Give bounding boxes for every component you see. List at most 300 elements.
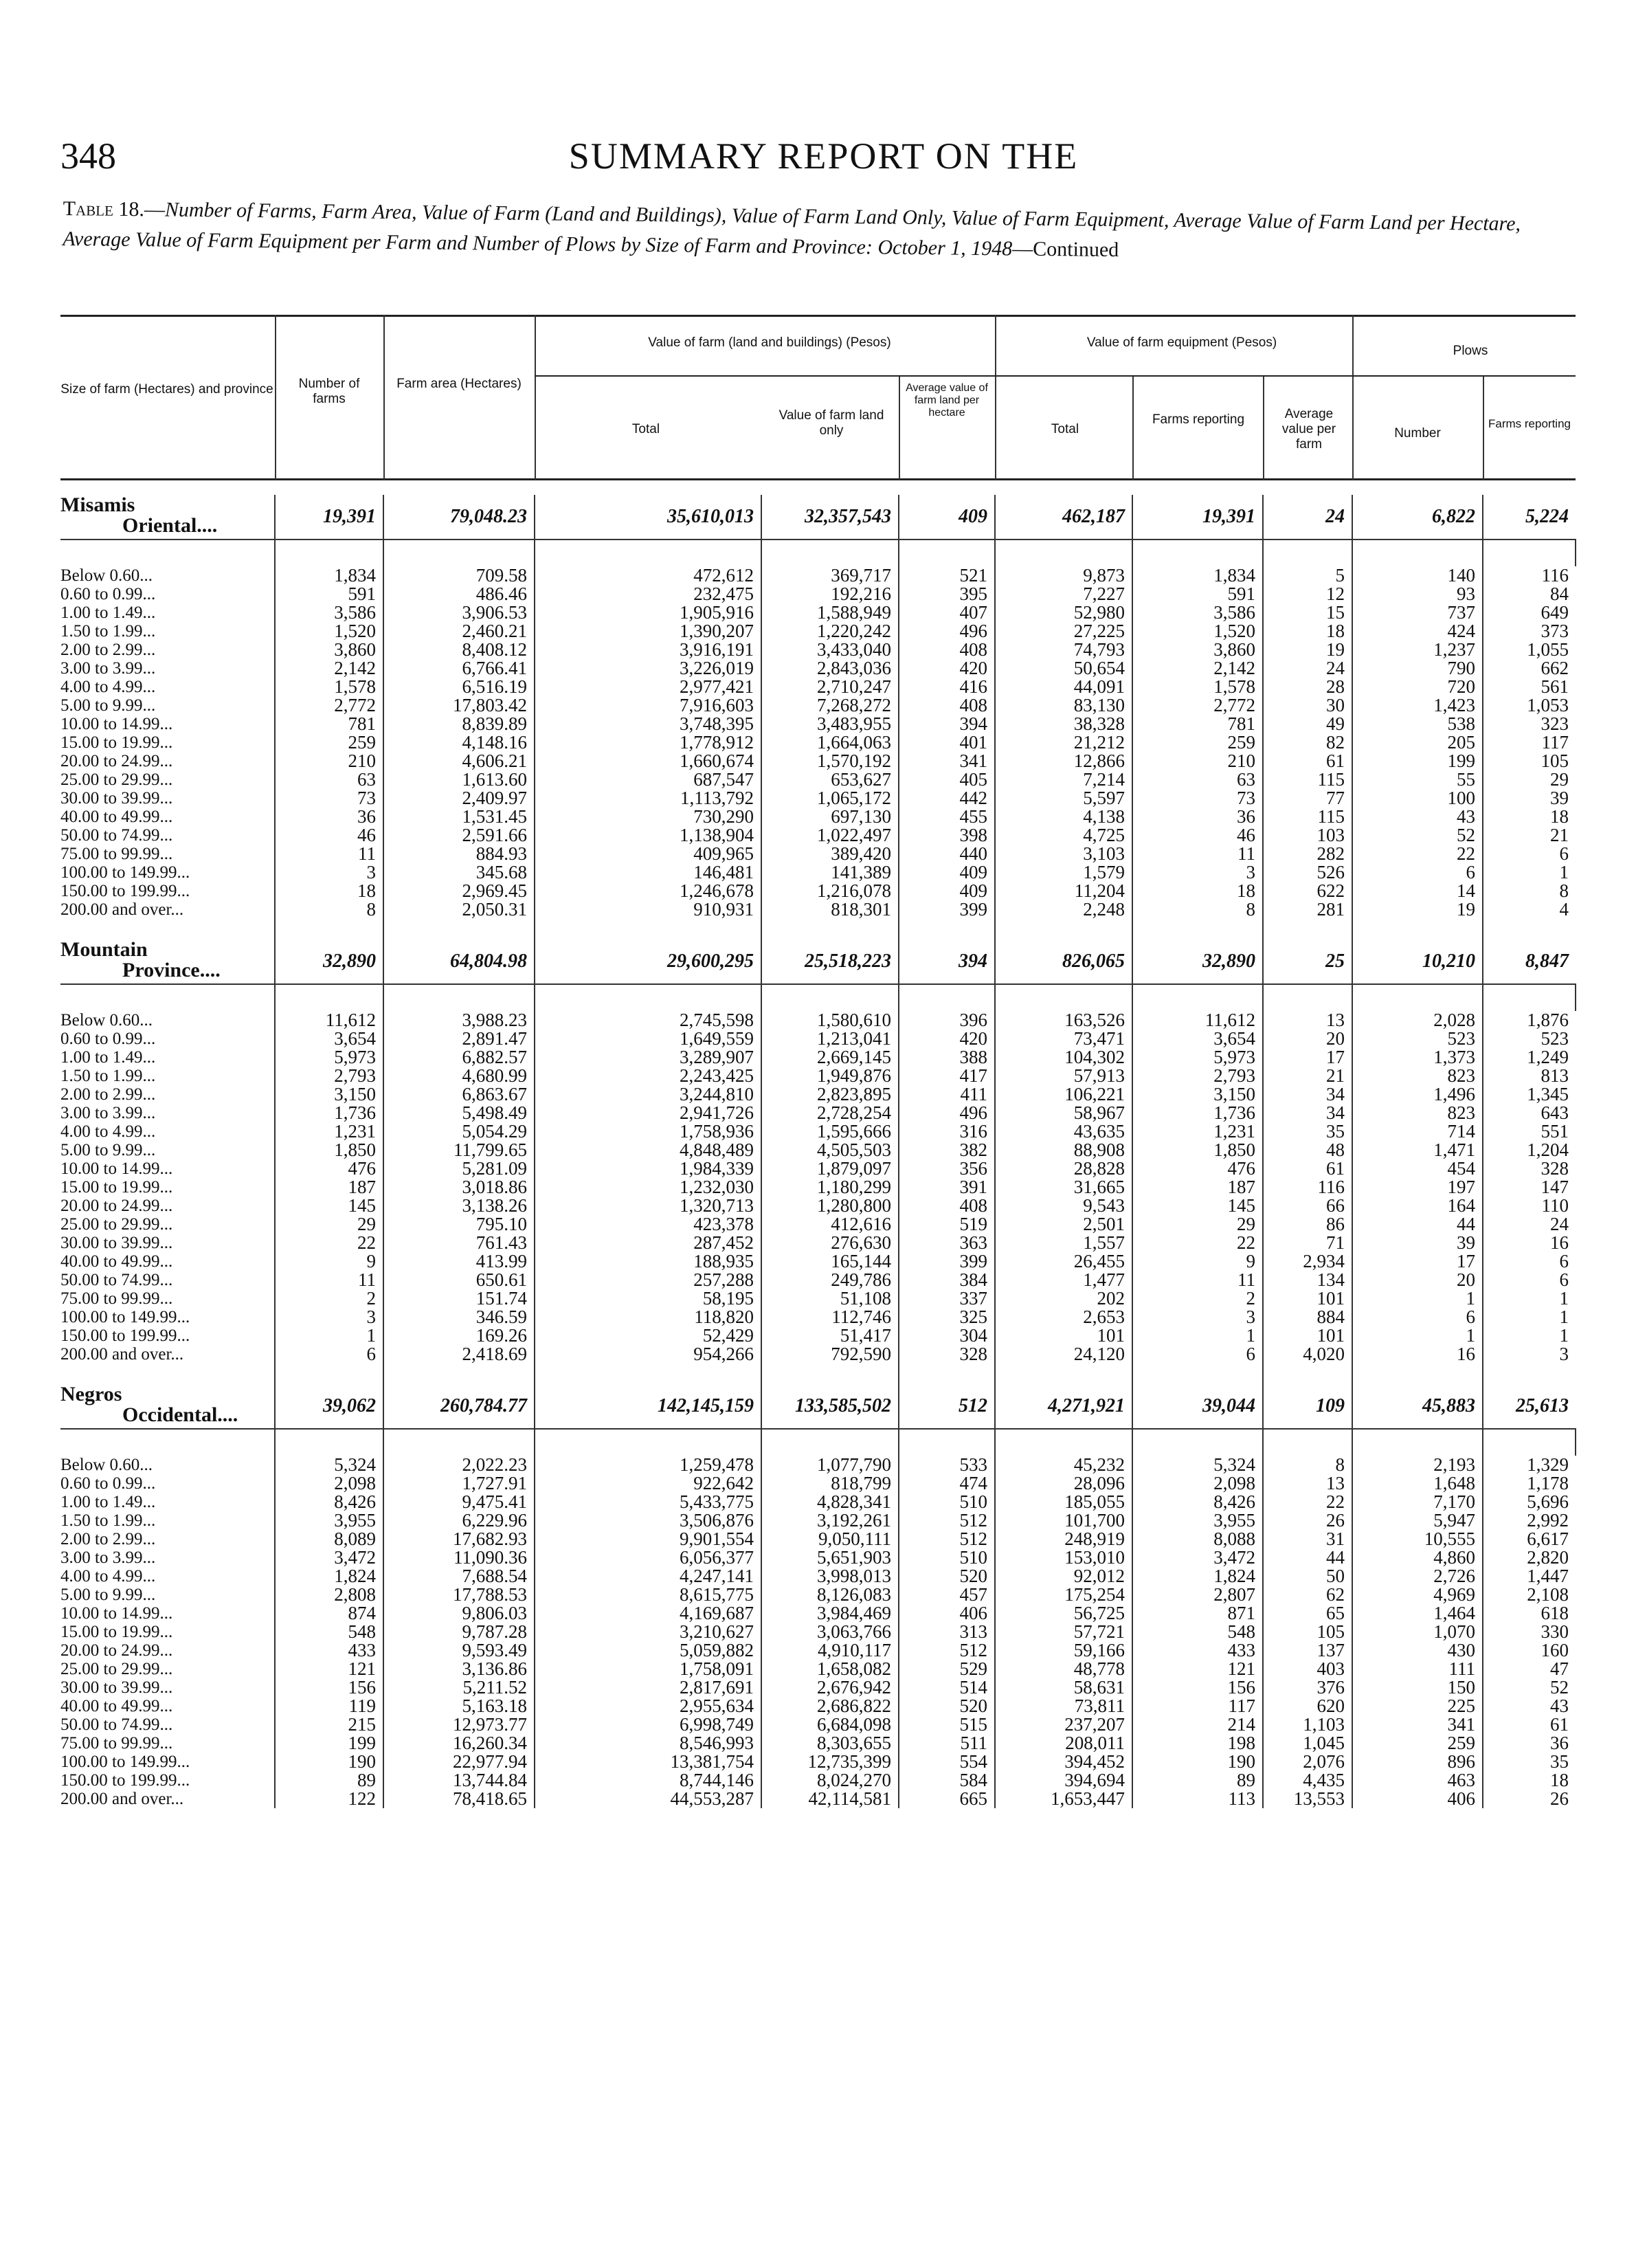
total-equip-avg: 24: [1263, 495, 1352, 540]
avg-land-value: 521: [899, 566, 995, 585]
plows-number: 100: [1352, 789, 1483, 808]
number-of-farms: 156: [275, 1678, 383, 1697]
value-land: 141,389: [761, 863, 899, 882]
spacer-cell: [535, 1429, 761, 1456]
equip-total: 202: [995, 1289, 1132, 1308]
spacer-cell: [1483, 1364, 1576, 1384]
total-value-land: 133,585,502: [761, 1384, 899, 1429]
plows-number: 2,028: [1352, 1011, 1483, 1030]
plows-number: 19: [1352, 900, 1483, 919]
farm-area: 486.46: [383, 585, 535, 603]
value-total: 1,320,713: [535, 1197, 761, 1215]
farm-area: 6,863.67: [383, 1085, 535, 1104]
plows-number: 93: [1352, 585, 1483, 603]
avg-land-value: 337: [899, 1289, 995, 1308]
table-row: [60, 1623, 1576, 1641]
table-row: [60, 1697, 1576, 1715]
spacer-cell: [899, 984, 995, 1011]
equip-avg: 12: [1263, 585, 1352, 603]
value-total: 423,378: [535, 1215, 761, 1234]
equip-avg: 13,553: [1263, 1790, 1352, 1808]
equip-farms: 156: [1132, 1678, 1263, 1697]
plows-farms: 1,345: [1527, 1084, 1569, 1104]
spacer-cell: [535, 919, 761, 940]
avg-land-value: 420: [899, 1030, 995, 1048]
equip-avg: 34: [1263, 1085, 1352, 1104]
total-avg-land-value: 394: [899, 940, 995, 984]
plows-number: 150: [1352, 1678, 1483, 1697]
value-total: 1,758,091: [535, 1660, 761, 1678]
table-row: [60, 1159, 1576, 1178]
spacer-cell: [995, 984, 1132, 1011]
size-class: 150.00 to 199.99...: [60, 1771, 275, 1790]
size-class: 2.00 to 2.99...: [60, 1530, 275, 1548]
table-row: [60, 566, 1576, 585]
size-class: 1.50 to 1.99...: [60, 1067, 275, 1085]
value-total: 52,429: [535, 1326, 761, 1345]
value-land: 3,998,013: [761, 1567, 899, 1586]
table-row: [60, 1790, 1576, 1808]
equip-avg: 86: [1263, 1215, 1352, 1234]
equip-total: 28,096: [995, 1474, 1132, 1493]
number-of-farms: 2: [275, 1289, 383, 1308]
plows-number: 10,555: [1352, 1530, 1483, 1548]
value-total: 2,955,634: [535, 1697, 761, 1715]
equip-avg: 30: [1263, 696, 1352, 715]
equip-farms: 145: [1132, 1197, 1263, 1215]
equip-farms: 36: [1132, 808, 1263, 826]
number-of-farms: 5,324: [275, 1456, 383, 1474]
number-of-farms: 476: [275, 1159, 383, 1178]
avg-land-value: 510: [899, 1493, 995, 1511]
header-bottom-rule: [60, 478, 1576, 480]
plows-number: 44: [1352, 1215, 1483, 1234]
value-land: 1,879,097: [761, 1159, 899, 1178]
value-land: 5,651,903: [761, 1548, 899, 1567]
table-row: [60, 641, 1576, 659]
value-total: 257,288: [535, 1271, 761, 1289]
number-of-farms: 1,736: [275, 1104, 383, 1122]
equip-farms: 1: [1132, 1326, 1263, 1345]
value-land: 818,799: [761, 1474, 899, 1493]
avg-land-value: 408: [899, 1197, 995, 1215]
avg-land-value: 382: [899, 1141, 995, 1159]
plows-number: 52: [1352, 826, 1483, 845]
table-row: [60, 1308, 1576, 1326]
equip-farms: 11: [1132, 845, 1263, 863]
avg-land-value: 408: [899, 641, 995, 659]
number-of-farms: 2,098: [275, 1474, 383, 1493]
table-row: [60, 1771, 1576, 1790]
plows-number: 4,969: [1352, 1586, 1483, 1604]
farm-area: 4,148.16: [383, 733, 535, 752]
table-row: [60, 622, 1576, 641]
value-land: 1,664,063: [761, 733, 899, 752]
plows-farms: 16: [1550, 1232, 1569, 1253]
equip-farms: 11,612: [1132, 1011, 1263, 1030]
avg-land-value: 391: [899, 1178, 995, 1197]
table-row: [60, 752, 1576, 770]
header-plows-group: Plows: [1453, 344, 1488, 358]
value-land: 1,658,082: [761, 1660, 899, 1678]
equip-avg: 105: [1263, 1623, 1352, 1641]
plows-farms: 2,820: [1527, 1547, 1569, 1568]
value-total: 118,820: [535, 1308, 761, 1326]
size-class: Below 0.60...: [60, 1011, 275, 1030]
plows-number: 140: [1352, 566, 1483, 585]
value-land: 389,420: [761, 845, 899, 863]
value-total: 6,056,377: [535, 1548, 761, 1567]
equip-total: 106,221: [995, 1085, 1132, 1104]
equip-avg: 71: [1263, 1234, 1352, 1252]
number-of-farms: 1,824: [275, 1567, 383, 1586]
equip-total: 48,778: [995, 1660, 1132, 1678]
avg-land-value: 442: [899, 789, 995, 808]
value-total: 3,289,907: [535, 1048, 761, 1067]
value-land: 51,417: [761, 1326, 899, 1345]
size-class: 150.00 to 199.99...: [60, 882, 275, 900]
equip-total: 58,631: [995, 1678, 1132, 1697]
plows-farms: 18: [1550, 806, 1569, 827]
size-class: 50.00 to 74.99...: [60, 826, 275, 845]
number-of-farms: 145: [275, 1197, 383, 1215]
equip-farms: 117: [1132, 1697, 1263, 1715]
equip-total: 4,725: [995, 826, 1132, 845]
total-equip-farms: 19,391: [1132, 495, 1263, 540]
avg-land-value: 417: [899, 1067, 995, 1085]
size-class: 40.00 to 49.99...: [60, 1252, 275, 1271]
equip-total: 4,138: [995, 808, 1132, 826]
spacer-cell: [995, 919, 1132, 940]
number-of-farms: 1,520: [275, 622, 383, 641]
plows-farms: 116: [1541, 565, 1569, 586]
equip-farms: 5,973: [1132, 1048, 1263, 1067]
spacer-cell: [1132, 540, 1263, 566]
table-row: [60, 733, 1576, 752]
equip-total: 1,477: [995, 1271, 1132, 1289]
header-divider: [1263, 377, 1264, 480]
province-name-line2: Occidental....: [122, 1403, 238, 1426]
table-row: [60, 845, 1576, 863]
spacer-cell: [535, 1364, 761, 1384]
equip-avg: 526: [1263, 863, 1352, 882]
value-total: 730,290: [535, 808, 761, 826]
size-class: 25.00 to 29.99...: [60, 1660, 275, 1678]
farm-area: 169.26: [383, 1326, 535, 1345]
equip-avg: 28: [1263, 678, 1352, 696]
table-row: [60, 1548, 1576, 1567]
header-area: Farm area (Hectares): [396, 377, 522, 391]
plows-farms: 662: [1540, 658, 1569, 678]
value-land: 8,126,083: [761, 1586, 899, 1604]
spacer-row: [60, 919, 1576, 940]
value-total: 1,113,792: [535, 789, 761, 808]
spacer-cell: [383, 919, 535, 940]
spacer-cell: [1483, 540, 1576, 566]
equip-farms: 46: [1132, 826, 1263, 845]
total-farm-area: 260,784.77: [383, 1384, 535, 1429]
avg-land-value: 409: [899, 863, 995, 882]
avg-land-value: 396: [899, 1011, 995, 1030]
plows-farms: 110: [1541, 1195, 1569, 1216]
value-land: 6,684,098: [761, 1715, 899, 1734]
farm-area: 4,680.99: [383, 1067, 535, 1085]
value-total: 1,984,339: [535, 1159, 761, 1178]
equip-total: 394,694: [995, 1771, 1132, 1790]
table-row: [60, 1197, 1576, 1215]
plows-farms: 1,204: [1527, 1139, 1569, 1160]
table-row: [60, 1178, 1576, 1197]
value-land: 4,505,503: [761, 1141, 899, 1159]
equip-avg: 48: [1263, 1141, 1352, 1159]
equip-avg: 61: [1263, 752, 1352, 770]
value-total: 1,232,030: [535, 1178, 761, 1197]
equip-avg: 281: [1263, 900, 1352, 919]
plows-number: 1,423: [1352, 696, 1483, 715]
equip-avg: 622: [1263, 882, 1352, 900]
value-land: 1,588,949: [761, 603, 899, 622]
spacer-cell: [275, 1364, 383, 1384]
plows-number: 39: [1352, 1234, 1483, 1252]
equip-total: 9,543: [995, 1197, 1132, 1215]
equip-farms: 1,834: [1132, 566, 1263, 585]
avg-land-value: 316: [899, 1122, 995, 1141]
farm-area: 3,138.26: [383, 1197, 535, 1215]
value-land: 2,669,145: [761, 1048, 899, 1067]
plows-farms: 1,249: [1527, 1047, 1569, 1067]
table-row: [60, 1734, 1576, 1753]
table-caption: [63, 194, 1575, 270]
number-of-farms: 122: [275, 1790, 383, 1808]
avg-land-value: 440: [899, 845, 995, 863]
equip-farms: 3,586: [1132, 603, 1263, 622]
number-of-farms: 2,793: [275, 1067, 383, 1085]
spacer-cell: [761, 919, 899, 940]
equip-total: 43,635: [995, 1122, 1132, 1141]
number-of-farms: 8,426: [275, 1493, 383, 1511]
value-total: 9,901,554: [535, 1530, 761, 1548]
value-land: 8,024,270: [761, 1771, 899, 1790]
header-divider: [535, 315, 536, 480]
table-row: [60, 1122, 1576, 1141]
value-land: 7,268,272: [761, 696, 899, 715]
caption-lead: Table 18.—: [63, 197, 166, 221]
spacer-cell: [899, 1429, 995, 1456]
value-land: 3,483,955: [761, 715, 899, 733]
equip-total: 175,254: [995, 1586, 1132, 1604]
farm-area: 3,988.23: [383, 1011, 535, 1030]
equip-total: 44,091: [995, 678, 1132, 696]
equip-total: 9,873: [995, 566, 1132, 585]
plows-farms: 561: [1540, 676, 1569, 697]
number-of-farms: 3: [275, 1308, 383, 1326]
plows-farms: 323: [1540, 713, 1569, 734]
equip-farms: 190: [1132, 1753, 1263, 1771]
equip-avg: 620: [1263, 1697, 1352, 1715]
equip-farms: 8: [1132, 900, 1263, 919]
table-row: [60, 1641, 1576, 1660]
number-of-farms: 89: [275, 1771, 383, 1790]
value-land: 112,746: [761, 1308, 899, 1326]
table-row: [60, 1252, 1576, 1271]
value-land: 369,717: [761, 566, 899, 585]
plows-farms: 47: [1550, 1658, 1569, 1679]
table-row: [60, 1067, 1576, 1085]
header-avg-land: Average value of farm land per hectare: [906, 382, 988, 419]
plows-number: 454: [1352, 1159, 1483, 1178]
equip-avg: 2,076: [1263, 1753, 1352, 1771]
plows-farms: 1: [1559, 1307, 1569, 1327]
equip-avg: 50: [1263, 1567, 1352, 1586]
size-class: 0.60 to 0.99...: [60, 1474, 275, 1493]
equip-farms: 1,850: [1132, 1141, 1263, 1159]
size-class: 3.00 to 3.99...: [60, 1104, 275, 1122]
number-of-farms: 8,089: [275, 1530, 383, 1548]
province-name: [60, 1384, 275, 1429]
equip-total: 394,452: [995, 1753, 1132, 1771]
plows-farms: 24: [1550, 1214, 1569, 1234]
farm-area: 6,516.19: [383, 678, 535, 696]
province-name: [60, 495, 275, 540]
equip-total: 45,232: [995, 1456, 1132, 1474]
equip-avg: 26: [1263, 1511, 1352, 1530]
avg-land-value: 395: [899, 585, 995, 603]
header-number: Number of farms: [298, 377, 360, 406]
number-of-farms: 119: [275, 1697, 383, 1715]
plows-number: 199: [1352, 752, 1483, 770]
avg-land-value: 416: [899, 678, 995, 696]
plows-number: 896: [1352, 1753, 1483, 1771]
avg-land-value: 533: [899, 1456, 995, 1474]
number-of-farms: 73: [275, 789, 383, 808]
size-class: 40.00 to 49.99...: [60, 808, 275, 826]
value-land: 42,114,581: [761, 1790, 899, 1808]
equip-farms: 73: [1132, 789, 1263, 808]
table-row: [60, 1753, 1576, 1771]
equip-total: 3,103: [995, 845, 1132, 863]
table-row: [60, 1104, 1576, 1122]
table-row: [60, 715, 1576, 733]
equip-farms: 18: [1132, 882, 1263, 900]
header-divider: [899, 377, 900, 480]
avg-land-value: 474: [899, 1474, 995, 1493]
plows-farms: 2,108: [1527, 1584, 1569, 1605]
farm-area: 650.61: [383, 1271, 535, 1289]
number-of-farms: 11: [275, 845, 383, 863]
plows-farms: 147: [1540, 1177, 1569, 1197]
farm-area: 5,281.09: [383, 1159, 535, 1178]
plows-number: 197: [1352, 1178, 1483, 1197]
number-of-farms: 18: [275, 882, 383, 900]
plows-number: 1,237: [1352, 641, 1483, 659]
equip-total: 7,214: [995, 770, 1132, 789]
plows-farms: 21: [1550, 825, 1569, 845]
equip-total: 21,212: [995, 733, 1132, 752]
total-equip-avg: 109: [1263, 1384, 1352, 1429]
total-equip-total: 826,065: [995, 940, 1132, 984]
equip-farms: 3: [1132, 863, 1263, 882]
size-class: 200.00 and over...: [60, 1345, 275, 1364]
avg-land-value: 529: [899, 1660, 995, 1678]
equip-total: 73,471: [995, 1030, 1132, 1048]
size-class: 75.00 to 99.99...: [60, 845, 275, 863]
equip-avg: 884: [1263, 1308, 1352, 1326]
avg-land-value: 665: [899, 1790, 995, 1808]
running-title: SUMMARY REPORT ON THE: [568, 135, 1079, 177]
header-divider: [275, 315, 276, 480]
value-land: 1,570,192: [761, 752, 899, 770]
number-of-farms: 5,973: [275, 1048, 383, 1067]
spacer-cell: [1132, 1429, 1263, 1456]
equip-avg: 35: [1263, 1122, 1352, 1141]
plows-number: 406: [1352, 1790, 1483, 1808]
plows-number: 259: [1352, 1734, 1483, 1753]
number-of-farms: 121: [275, 1660, 383, 1678]
plows-number: 2,193: [1352, 1456, 1483, 1474]
number-of-farms: 29: [275, 1215, 383, 1234]
equip-avg: 376: [1263, 1678, 1352, 1697]
value-total: 7,916,603: [535, 696, 761, 715]
avg-land-value: 512: [899, 1530, 995, 1548]
number-of-farms: 433: [275, 1641, 383, 1660]
table-row: [60, 863, 1576, 882]
avg-land-value: 420: [899, 659, 995, 678]
value-land: 3,192,261: [761, 1511, 899, 1530]
plows-number: 6: [1352, 863, 1483, 882]
number-of-farms: 22: [275, 1234, 383, 1252]
avg-land-value: 399: [899, 900, 995, 919]
plows-number: 538: [1352, 715, 1483, 733]
farm-area: 13,744.84: [383, 1771, 535, 1790]
total-plows-farms: 25,613: [1516, 1395, 1569, 1416]
number-of-farms: 11,612: [275, 1011, 383, 1030]
farm-area: 5,163.18: [383, 1697, 535, 1715]
equip-total: 57,721: [995, 1623, 1132, 1641]
plows-farms: 4: [1559, 899, 1569, 920]
equip-farms: 3,150: [1132, 1085, 1263, 1104]
header-size: Size of farm (Hectares) and province: [60, 382, 273, 397]
equip-total: 1,557: [995, 1234, 1132, 1252]
plows-farms: 2,992: [1527, 1510, 1569, 1531]
value-total: 954,266: [535, 1345, 761, 1364]
farm-area: 2,022.23: [383, 1456, 535, 1474]
farm-area: 3,136.86: [383, 1660, 535, 1678]
spacer-cell: [761, 540, 899, 566]
value-land: 2,676,942: [761, 1678, 899, 1697]
value-land: 1,280,800: [761, 1197, 899, 1215]
table-row: [60, 585, 1576, 603]
spacer-cell: [275, 1429, 383, 1456]
header-plows-number: Number: [1394, 426, 1441, 441]
total-avg-land-value: 512: [899, 1384, 995, 1429]
plows-farms: 43: [1550, 1696, 1569, 1716]
table-row: [60, 1271, 1576, 1289]
size-class: 1.50 to 1.99...: [60, 622, 275, 641]
farm-area: 16,260.34: [383, 1734, 535, 1753]
avg-land-value: 520: [899, 1697, 995, 1715]
equip-farms: 871: [1132, 1604, 1263, 1623]
equip-total: 31,665: [995, 1178, 1132, 1197]
size-class: 5.00 to 9.99...: [60, 1586, 275, 1604]
spacer-cell: [535, 540, 761, 566]
size-class: 20.00 to 24.99...: [60, 1641, 275, 1660]
plows-farms: 523: [1540, 1028, 1569, 1049]
plows-farms: 36: [1550, 1733, 1569, 1753]
farm-area: 5,054.29: [383, 1122, 535, 1141]
avg-land-value: 399: [899, 1252, 995, 1271]
plows-number: 1,464: [1352, 1604, 1483, 1623]
total-value-land: 25,518,223: [761, 940, 899, 984]
